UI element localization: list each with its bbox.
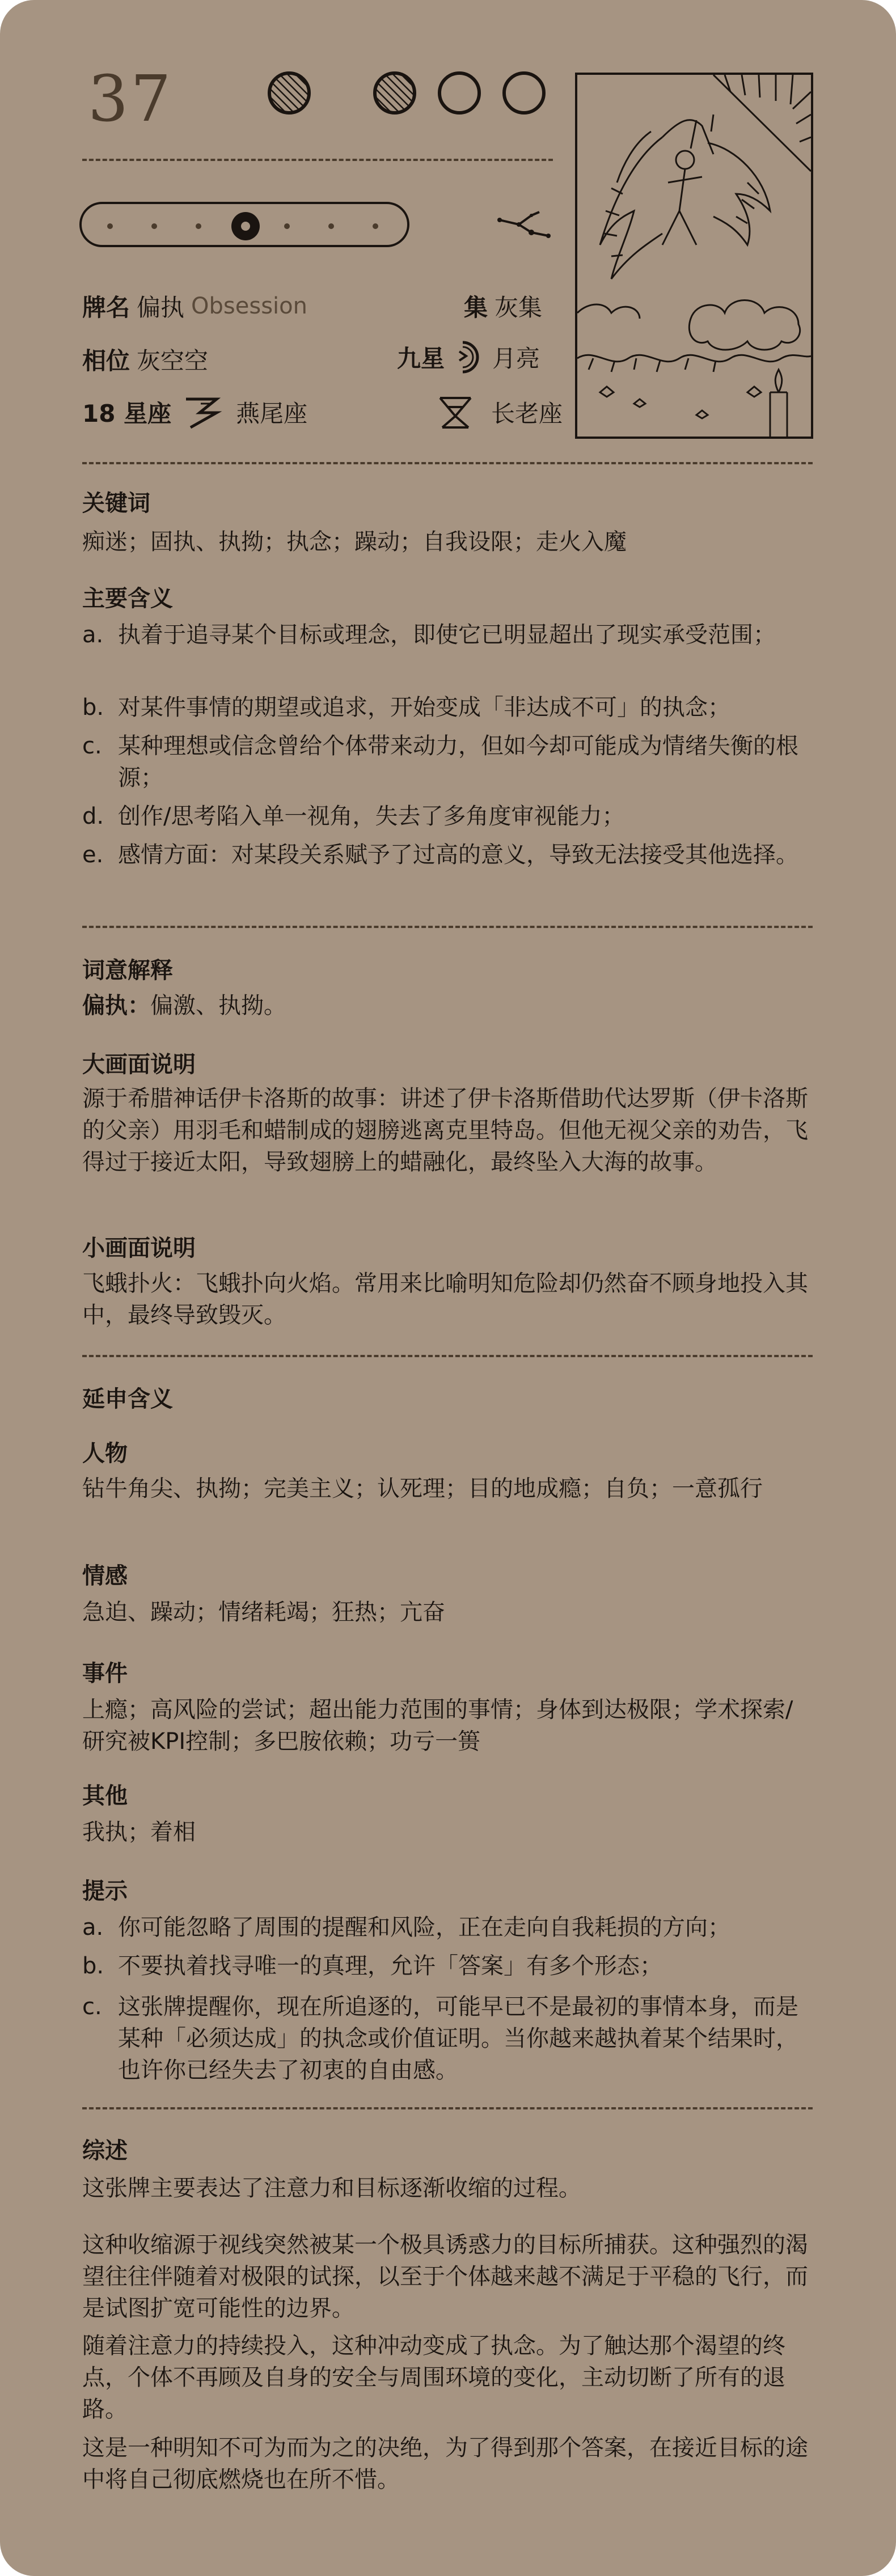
divider bbox=[82, 462, 813, 464]
extended-section-text: 我执；着相 bbox=[82, 1819, 196, 1845]
extended-section-text: 钻牛角尖、执拗；完美主义；认死理；目的地成瘾；自负；一意孤行 bbox=[82, 1476, 763, 1502]
list-text: 不要执着找寻唯一的真理，允许「答案」有多个形态； bbox=[118, 1953, 662, 1979]
constellation2-row bbox=[436, 393, 563, 431]
hatched-circle-icon bbox=[267, 70, 312, 116]
list-text: 这张牌提醒你，现在所追逐的，可能早已不是最初的事情本身，而是某种「必须达成」的执念或价值证明。当你越来越执着某个结果时，也许你已经失去了初衷的自由感。 bbox=[118, 1994, 798, 2083]
small-picture-title: 小画面说明 bbox=[82, 1235, 196, 1261]
extended-section-title: 人物 bbox=[82, 1440, 128, 1467]
big-picture-title: 大画面说明 bbox=[82, 1052, 196, 1078]
constellation2-value: 长老座 bbox=[491, 400, 563, 427]
small-picture-text: 飞蛾扑火：飞蛾扑向火焰。常用来比喻明知危险却仍然奋不顾身地投入其中，最终导致毁灭。 bbox=[82, 1270, 808, 1328]
meanings-title: 主要含义 bbox=[82, 586, 173, 612]
summary-title: 综述 bbox=[82, 2138, 128, 2164]
constellation-label: 18 星座 bbox=[82, 400, 172, 427]
list-text: 创作/思考陷入单一视角，失去了多角度审视能力； bbox=[118, 803, 625, 829]
slider-dot bbox=[107, 223, 113, 229]
keywords-text: 痴迷；固执、执拗；执念；躁动；自我设限；走火入魔 bbox=[82, 529, 627, 555]
extended-section-title: 事件 bbox=[82, 1660, 128, 1687]
word-meaning-term: 偏执： bbox=[82, 993, 150, 1019]
divider bbox=[82, 2107, 813, 2109]
elder-icon bbox=[436, 393, 475, 431]
set-value: 灰集 bbox=[495, 294, 543, 321]
moon-icon bbox=[451, 339, 485, 375]
list-text: 执着于追寻某个目标或理念，即使它已明显超出了现实承受范围； bbox=[118, 622, 776, 648]
phase-circles bbox=[267, 70, 550, 116]
slider-dot bbox=[151, 223, 157, 229]
set-label: 集 bbox=[464, 294, 488, 321]
summary-paragraph: 这张牌主要表达了注意力和目标逐渐收缩的过程。 bbox=[82, 2175, 581, 2201]
card-name-label: 牌名 bbox=[82, 294, 130, 321]
phase-value: 灰空空 bbox=[137, 347, 209, 375]
divider bbox=[82, 1355, 813, 1357]
list-text: 某种理想或信念曾给个体带来动力，但如今却可能成为情绪失衡的根源； bbox=[118, 733, 798, 791]
divider bbox=[82, 159, 553, 161]
list-marker: a. bbox=[82, 1914, 104, 1941]
list-text: 你可能忽略了周围的提醒和风险，正在走向自我耗损的方向； bbox=[118, 1914, 730, 1941]
list-text: 感情方面：对某段关系赋予了过高的意义，导致无法接受其他选择。 bbox=[118, 842, 798, 868]
extended-section-title: 情感 bbox=[82, 1563, 128, 1589]
word-meaning-line bbox=[82, 990, 813, 1022]
summary-paragraph: 这是一种明知不可为而为之的决绝，为了得到那个答案，在接近目标的途中将自己彻底燃烧也在所不惜。 bbox=[82, 2435, 808, 2493]
nine-stars-label: 九星 bbox=[397, 345, 445, 372]
word-meaning-title: 词意解释 bbox=[82, 957, 173, 984]
keywords-title: 关键词 bbox=[82, 490, 150, 516]
icarus-illustration bbox=[577, 75, 811, 437]
nine-stars-value: 月亮 bbox=[492, 345, 540, 372]
phase-label: 相位 bbox=[82, 347, 130, 375]
extended-section-text: 急迫、躁动；情绪耗竭；狂热；亢奋 bbox=[82, 1599, 445, 1625]
card-name: 偏执 bbox=[137, 294, 185, 321]
slider-knob bbox=[231, 212, 260, 240]
list-marker: b. bbox=[82, 1953, 104, 1979]
big-picture-text: 源于希腊神话伊卡洛斯的故事：讲述了伊卡洛斯借助代达罗斯（伊卡洛斯的父亲）用羽毛和蜡制成的翅膀逃离克里特岛。但他无视父亲的劝告，飞得过于接近太阳，导致翅膀上的蜡融化，最终坠入大海的故事。 bbox=[82, 1086, 808, 1175]
phase-row bbox=[82, 342, 208, 376]
extended-section-text: 上瘾；高风险的尝试；超出能力范围的事情；身体到达极限；学术探索/研究被KPI控制；多巴胺依赖；功亏一篑 bbox=[82, 1697, 793, 1755]
word-meaning-text: 偏激、执拗。 bbox=[150, 993, 286, 1019]
list-marker: e. bbox=[82, 842, 104, 868]
list-text: 对某件事情的期望或追求，开始变成「非达成不可」的执念； bbox=[118, 694, 730, 721]
extended-title: 延申含义 bbox=[82, 1386, 173, 1412]
empty-circle-icon bbox=[501, 70, 547, 116]
hatched-circle-icon bbox=[372, 70, 417, 116]
card-name-row bbox=[82, 289, 307, 323]
constellation-row bbox=[82, 393, 307, 431]
nine-stars-row bbox=[397, 339, 540, 375]
slider-dot bbox=[196, 223, 201, 229]
tips-title: 提示 bbox=[82, 1878, 128, 1904]
swallowtail-icon bbox=[183, 393, 223, 431]
constellation-value: 燕尾座 bbox=[236, 400, 308, 427]
empty-circle-icon bbox=[437, 70, 482, 116]
set-row bbox=[464, 289, 542, 323]
summary-paragraph: 随着注意力的持续投入，这种冲动变成了执念。为了触达那个渴望的终点，个体不再顾及自身的安全与周围环境的变化，主动切断了所有的退路。 bbox=[82, 2333, 785, 2422]
summary-paragraph: 这种收缩源于视线突然被某一个极具诱惑力的目标所捕获。这种强烈的渴望往往伴随着对极限的试探，以至于个体越来越不满足于平稳的飞行，而是试图扩宽可能性的边界。 bbox=[82, 2232, 808, 2321]
card-illustration bbox=[575, 73, 813, 439]
list-marker: c. bbox=[82, 733, 102, 759]
card-name-en: Obsession bbox=[191, 293, 307, 319]
divider bbox=[82, 926, 813, 928]
list-marker: a. bbox=[82, 622, 104, 648]
card-number: 37 bbox=[88, 62, 174, 136]
slider-dot bbox=[284, 223, 290, 229]
list-marker: c. bbox=[82, 1994, 102, 2020]
phase-slider bbox=[79, 202, 409, 247]
list-marker: b. bbox=[82, 694, 104, 721]
slider-dot bbox=[373, 223, 378, 229]
slider-dot bbox=[328, 223, 334, 229]
constellation-glyph-icon bbox=[496, 207, 553, 242]
list-marker: d. bbox=[82, 803, 104, 829]
extended-section-title: 其他 bbox=[82, 1783, 128, 1809]
